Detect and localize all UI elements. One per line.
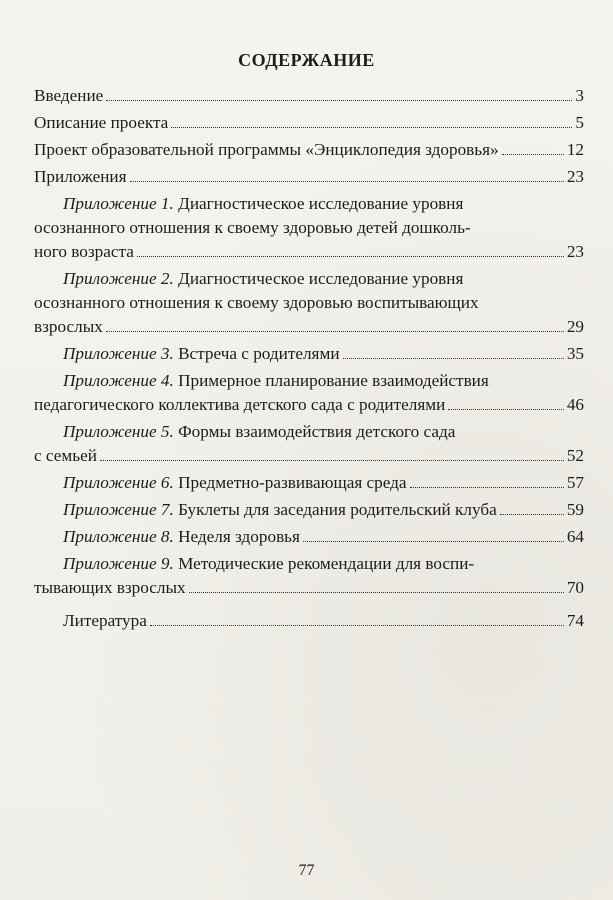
toc-entry-text: Методические рекомендации для воспи-: [178, 554, 475, 573]
toc-entry-text: Неделя здоровья: [178, 527, 300, 546]
toc-entry-text-continued: осознанного отношения к своему здоровью детей дошколь-: [34, 218, 471, 237]
dot-leader: [502, 154, 564, 155]
toc-page-number: 12: [566, 140, 584, 159]
toc-entry-text: Примерное планирование взаимодействия: [178, 371, 489, 390]
toc-entry-text: Проект образовательной программы «Энциклопедия здоровья»: [34, 140, 499, 159]
toc-entry-appendix-2: [34, 267, 584, 339]
dot-leader: [500, 514, 564, 515]
page-footer-number: 77: [298, 862, 315, 879]
toc-entry-appendix-9: [34, 552, 584, 600]
dot-leader: [100, 460, 564, 461]
appendix-label: Приложение 8.: [63, 527, 174, 546]
toc-entry-text: Диагностическое исследование уровня: [178, 194, 464, 213]
toc-entry-appendix-6: [34, 471, 584, 495]
toc-entry-text-continued: осознанного отношения к своему здоровью воспитывающих: [34, 293, 479, 312]
dot-leader: [303, 541, 564, 542]
toc-page-number: 46: [566, 395, 584, 414]
toc-entry-text: Буклеты для заседания родительский клуба: [178, 500, 497, 519]
toc-page-number: 57: [566, 473, 584, 492]
toc-entry-text-continued: ного возраста: [34, 242, 134, 261]
toc-entry-text-continued: педагогического коллектива детского сада с родителями: [34, 395, 446, 414]
toc-entry-appendix-4: [34, 369, 584, 417]
toc-page-number: 5: [575, 113, 584, 132]
toc-entry-text: Встреча с родителями: [178, 344, 340, 363]
toc-entry-literature: [34, 609, 584, 633]
appendix-label: Приложение 9.: [63, 554, 174, 573]
dot-leader: [343, 358, 564, 359]
appendix-label: Приложение 5.: [63, 422, 174, 441]
dot-leader: [130, 181, 564, 182]
toc-entry-text: Описание проекта: [34, 113, 169, 132]
dot-leader: [189, 592, 564, 593]
toc-entry-appendix-5: [34, 420, 584, 468]
dot-leader: [106, 100, 572, 101]
toc-entry-appendix-1: [34, 192, 584, 264]
toc-entry-text: Приложения: [34, 167, 127, 186]
appendix-label: Приложение 7.: [63, 500, 174, 519]
toc-page-number: 70: [566, 578, 584, 597]
toc-entry-text-continued: с семьей: [34, 446, 97, 465]
toc-entry-text: Введение: [34, 86, 104, 105]
toc-page-number: 52: [566, 446, 584, 465]
appendix-label: Приложение 6.: [63, 473, 174, 492]
toc-page-number: 35: [566, 344, 584, 363]
toc-entry-project-description: [34, 111, 584, 135]
toc-entry-text: Диагностическое исследование уровня: [178, 269, 464, 288]
toc-entry-appendices: [34, 165, 584, 189]
toc-entry-appendix-3: [34, 342, 584, 366]
toc-page-number: 23: [566, 167, 584, 186]
appendix-label: Приложение 2.: [63, 269, 174, 288]
toc-entry-text: Предметно-развивающая среда: [178, 473, 407, 492]
table-of-contents: [34, 84, 584, 633]
toc-entry-text: Формы взаимодействия детского сада: [178, 422, 456, 441]
toc-page-number: 74: [566, 611, 584, 630]
dot-leader: [137, 256, 564, 257]
dot-leader: [448, 409, 563, 410]
dot-leader: [150, 625, 564, 626]
toc-entry-introduction: [34, 84, 584, 108]
toc-page-number: 23: [566, 242, 584, 261]
toc-entry-text-continued: взрослых: [34, 317, 103, 336]
toc-page-number: 64: [566, 527, 584, 546]
dot-leader: [106, 331, 564, 332]
toc-page-number: 29: [566, 317, 584, 336]
toc-entry-text: Литература: [63, 611, 147, 630]
contents-title: СОДЕРЖАНИЕ: [238, 50, 375, 70]
appendix-label: Приложение 3.: [63, 344, 174, 363]
toc-entry-text-continued: тывающих взрослых: [34, 578, 186, 597]
toc-entry-program-project: [34, 138, 584, 162]
toc-page-number: 59: [566, 500, 584, 519]
toc-entry-appendix-7: [34, 498, 584, 522]
dot-leader: [410, 487, 564, 488]
toc-page-number: 3: [575, 86, 584, 105]
appendix-label: Приложение 1.: [63, 194, 174, 213]
toc-entry-appendix-8: [34, 525, 584, 549]
dot-leader: [171, 127, 572, 128]
appendix-label: Приложение 4.: [63, 371, 174, 390]
